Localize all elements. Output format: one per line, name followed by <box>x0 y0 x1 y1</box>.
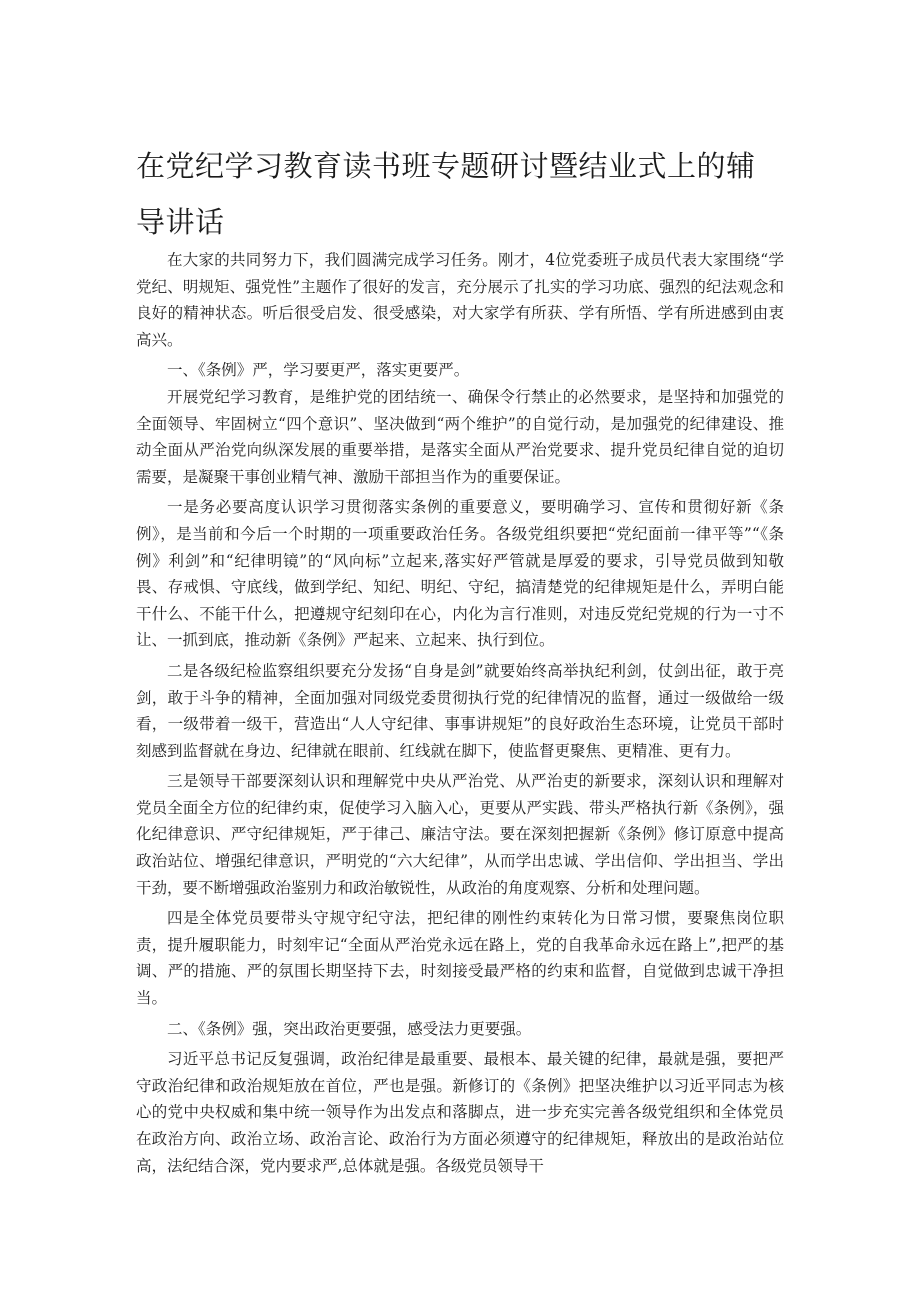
paragraph-section-1-overview: 开展党纪学习教育，是维护党的团结统一、确保令行禁止的必然要求，是坚持和加强党的全面领导、牢固树立“四个意识”、坚决做到“两个维护”的自觉行动，是加强党的纪律建设、推动全面从严治党向纵深发展的重要举措，是落实全面从严治党要求、提升党员纪律自觉的迫切需要，是凝聚干事创业精气神、激励干部担当作为的重要保证。 <box>136 387 784 486</box>
document-body <box>136 247 784 1183</box>
paragraph-section-2-overview: 习近平总书记反复强调，政治纪律是最重要、最根本、最关键的纪律，最就是强，要把严守政治纪律和政治规矩放在首位，严也是强。新修订的《条例》把坚决维护以习近平同志为核心的党中央权威和集中统一领导作为出发点和落脚点，进一步充实完善各级党组织和全体党员在政治方向、政治立场、政治言论、政治行为方面必须遵守的纪律规矩，释放出的是政治站位高，法纪结合深，党内要求严,总体就是强。各级党员领导干 <box>136 1050 784 1175</box>
paragraph-point-4: 四是全体党员要带头守规守纪守法，把纪律的刚性约束转化为日常习惯，要聚焦岗位职责，提升履职能力，时刻牢记“全面从严治党永远在路上，党的自我革命永远在路上”,把严的基调、严的措施、严的氛围长期坚持下去，时刻接受最严格的约束和监督，自觉做到忠诚干净担当。 <box>136 909 784 1008</box>
section-heading-1: 一、《条例》严，学习要更严，落实更要严。 <box>167 361 470 380</box>
paragraph-point-3: 三是领导干部要深刻认识和理解党中央从严治党、从严治吏的新要求，深刻认识和理解对党员全面全方位的纪律约束，促使学习入脑入心，更要从严实践、带头严格执行新《条例》，强化纪律意识、严守纪律规矩，严于律己、廉洁守法。要在深刻把握新《条例》修订原意中提高政治站位、增强纪律意识，严明党的“六大纪律”，从而学出忠诚、学出信仰、学出担当、学出干劲，要不断增强政治鉴别力和政治敏锐性，从政治的角度观察、分析和处理问题。 <box>136 772 784 897</box>
document-title: 在党纪学习教育读书班专题研讨暨结业式上的辅导讲话 <box>136 149 756 239</box>
paragraph-intro: 在大家的共同努力下，我们圆满完成学习任务。刚才，4位党委班子成员代表大家围绕“学党纪、明规矩、强党性”主题作了很好的发言，充分展示了扎实的学习功底、强烈的纪法观念和良好的精神状态。听后很受启发、很受感染，对大家学有所获、学有所悟、学有所进感到由衷高兴。 <box>136 251 784 349</box>
section-heading-2: 二、《条例》强，突出政治更要强，感受法力更要强。 <box>167 1019 532 1038</box>
paragraph-point-2: 二是各级纪检监察组织要充分发扬“自身是剑”就要始终高举执纪利剑，仗剑出征，敢于亮剑，敢于斗争的精神，全面加强对同级党委贯彻执行党的纪律情况的监督，通过一级做给一级看，一级带着一级干，营造出“人人守纪律、事事讲规矩”的良好政治生态环境，让党员干部时刻感到监督就在身边、纪律就在眼前、红线就在脚下，使监督更聚焦、更精准、更有力。 <box>136 661 784 760</box>
paragraph-point-1: 一是务必要高度认识学习贯彻落实条例的重要意义，要明确学习、宣传和贯彻好新《条例》，是当前和今后一个时期的一项重要政治任务。各级党组织要把“党纪面前一律平等”“《条例》利剑”和“纪律明镜”的“风向标”立起来,落实好严管就是厚爱的要求，引导党员做到知敬畏、存戒惧、守底线，做到学纪、知纪、明纪、守纪，搞清楚党的纪律规矩是什么，弄明白能干什么、不能干什么，把遵规守纪刻印在心，内化为言行准则，对违反党纪党规的行为一寸不让、一抓到底，推动新《条例》严起来、立起来、执行到位。 <box>136 498 784 650</box>
